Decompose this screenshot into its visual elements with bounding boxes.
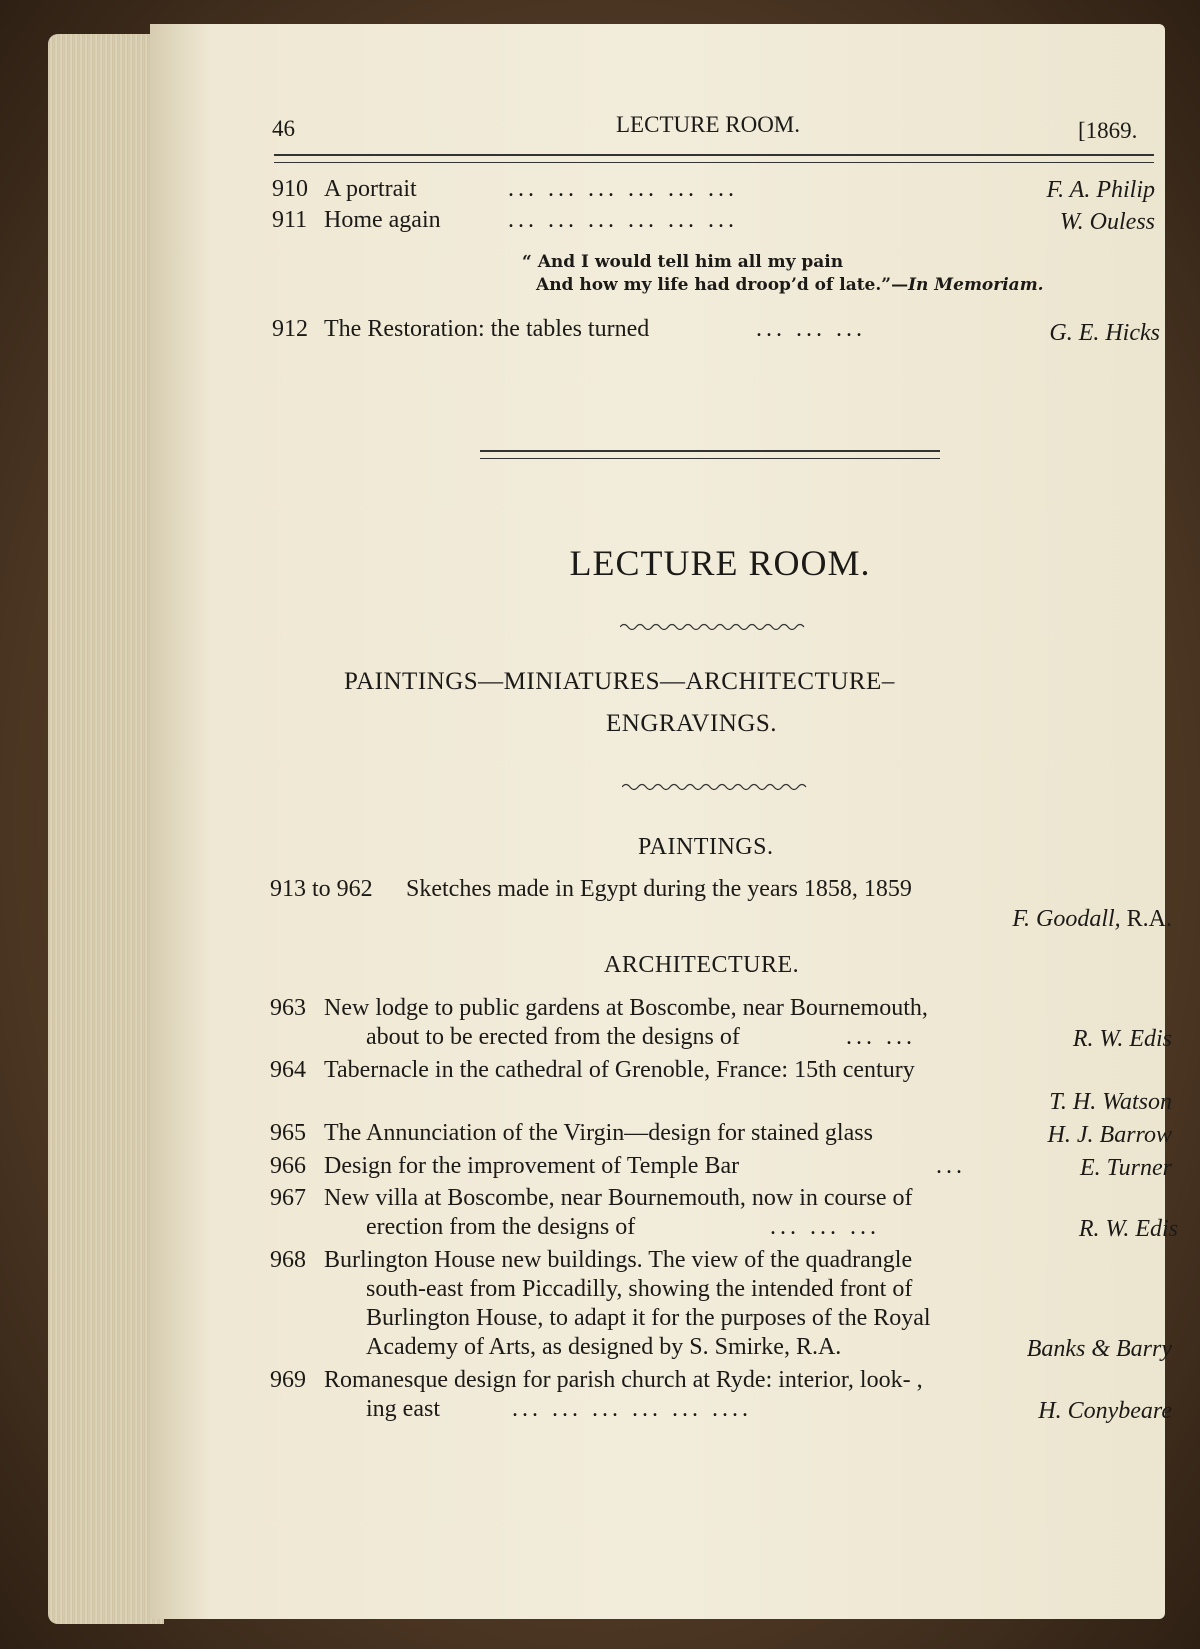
quote-line-2	[536, 275, 1044, 295]
entry-title: Sketches made in Egypt during the years 1858, 1859	[406, 876, 912, 902]
entry-author: G. E. Hicks	[1049, 320, 1160, 346]
leader-dots: ...	[936, 1153, 966, 1179]
entry-author: H. Conybeare	[1038, 1398, 1172, 1424]
leader-dots: ... ... ...	[756, 316, 866, 342]
section-subtitle-line-2: ENGRAVINGS.	[606, 710, 778, 737]
entry-author: F. A. Philip	[1046, 177, 1155, 203]
entry-title: Home again	[324, 207, 441, 233]
quote-line-1: “ And I would tell him all my pain	[522, 252, 844, 272]
entry-author: R. W. Edis	[1072, 1026, 1172, 1052]
entry-number: 963	[270, 995, 306, 1021]
entry-line: Burlington House new buildings. The view of the quadrangle	[324, 1247, 913, 1273]
section-subtitle-line-1: PAINTINGS—MINIATURES—ARCHITECTURE–	[344, 668, 895, 695]
page-number: 46	[272, 116, 295, 141]
entry-author: E. Turner	[1079, 1155, 1172, 1181]
entry-author: H. J. Barrow	[1047, 1122, 1172, 1148]
entry-line: Romanesque design for parish church at Ryde: interior, look- ,	[324, 1367, 923, 1393]
wavy-ornament	[622, 782, 810, 792]
entry-line: New villa at Boscombe, near Bournemouth, now in course of	[324, 1185, 913, 1211]
quote-source: In Memoriam.	[908, 275, 1044, 295]
entry-number: 967	[270, 1185, 306, 1211]
author-suffix: R.A.	[1120, 906, 1172, 932]
running-title: LECTURE ROOM.	[616, 112, 800, 137]
entry-number: 969	[270, 1367, 306, 1393]
entry-line: Design for the improvement of Temple Bar	[324, 1153, 740, 1179]
entry-number: 911	[272, 207, 308, 233]
leader-dots: ... ... ... ... ... ...	[508, 207, 738, 233]
entry-number: 965	[270, 1120, 306, 1146]
paintings-heading: PAINTINGS.	[638, 834, 774, 860]
architecture-heading: ARCHITECTURE.	[604, 952, 800, 978]
entry-line: Academy of Arts, as designed by S. Smirke, R.A.	[366, 1334, 842, 1360]
entry-author: T. H. Watson	[1049, 1089, 1172, 1115]
wavy-ornament	[620, 622, 808, 632]
entry-title: The Restoration: the tables turned	[324, 316, 650, 342]
header-year: [1869.	[1078, 118, 1138, 143]
section-divider	[480, 450, 940, 459]
entry-line: erection from the designs of	[366, 1214, 636, 1240]
entry-line: about to be erected from the designs of	[366, 1024, 740, 1050]
entry-line: south-east from Piccadilly, showing the intended front of	[366, 1276, 913, 1302]
entry-number: 913 to 962	[270, 876, 373, 902]
section-title: LECTURE ROOM.	[569, 543, 871, 583]
entry-line: New lodge to public gardens at Boscombe, near Bournemouth,	[324, 995, 928, 1021]
entry-author: R. W. Edis	[1078, 1216, 1178, 1242]
entry-line: The Annunciation of the Virgin—design for stained glass	[324, 1120, 873, 1146]
header-rule	[274, 154, 1154, 163]
entry-line: Tabernacle in the cathedral of Grenoble, France: 15th century	[324, 1057, 915, 1083]
entry-author: W. Ouless	[1059, 209, 1155, 235]
leader-dots: ... ... ... ... ... ...	[508, 176, 738, 202]
leader-dots: ... ... ... ... ... ....	[512, 1396, 752, 1422]
entry-number: 968	[270, 1247, 306, 1273]
leader-dots: ... ... ...	[770, 1214, 880, 1240]
author-name: F. Goodall,	[1012, 906, 1121, 932]
entry-number: 912	[272, 316, 308, 342]
entry-number: 910	[272, 176, 308, 202]
leader-dots: ... ...	[846, 1024, 916, 1050]
entry-author: Banks & Barry	[1026, 1336, 1172, 1362]
quote-text: And how my life had droop’d of late.”—	[536, 275, 909, 295]
entry-line: ing east	[366, 1396, 440, 1422]
entry-number: 964	[270, 1057, 306, 1083]
entry-author	[1012, 906, 1172, 933]
page-edges	[48, 34, 164, 1624]
entry-line: Burlington House, to adapt it for the purposes of the Royal	[366, 1305, 931, 1331]
entry-number: 966	[270, 1153, 306, 1179]
entry-title: A portrait	[324, 176, 417, 202]
